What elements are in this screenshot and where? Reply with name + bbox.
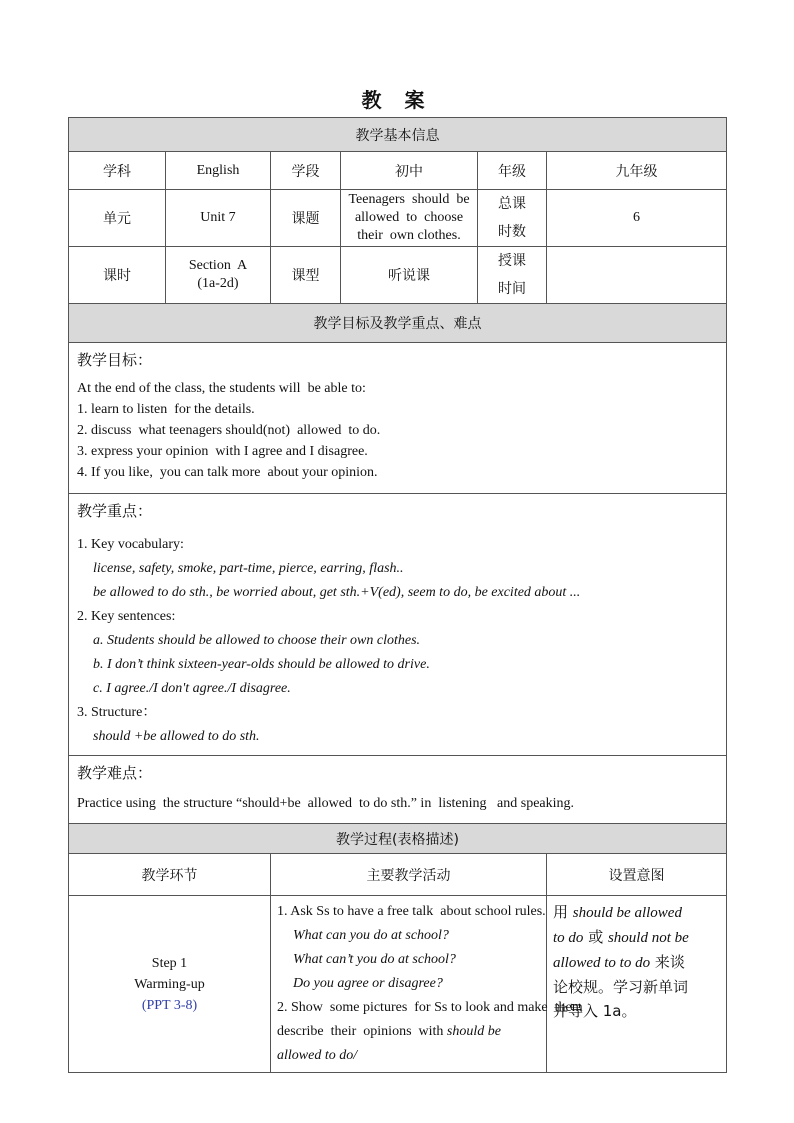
key-points xyxy=(69,494,727,756)
col-activity-header: 主要教学活动 xyxy=(271,854,547,896)
unit-value: Unit 7 xyxy=(166,190,271,247)
key-sentence-c: c. I agree./I don't agree./I disagree. xyxy=(93,681,291,696)
step-1-intent xyxy=(547,896,727,1073)
goals-header: 教学目标及教学重点、难点 xyxy=(69,304,727,343)
unit-label: 单元 xyxy=(69,190,166,247)
activity-line-4: Do you agree or disagree? xyxy=(293,976,443,991)
period-value xyxy=(166,247,271,304)
basic-info-header: 教学基本信息 xyxy=(69,118,727,152)
basic-row-3 xyxy=(69,247,727,304)
difficulty-heading: 教学难点： xyxy=(77,764,153,782)
grade-value: 九年级 xyxy=(547,152,727,190)
intent-part-9: 并导入 1a。 xyxy=(553,1002,637,1020)
activity-line-6-phrase: should be allowed to do/ xyxy=(277,1024,501,1063)
intent-part-2: should be allowed xyxy=(572,905,682,921)
topic-value: Teenagers should be allowed to choose their own clothes. xyxy=(341,190,478,247)
step-1-activities xyxy=(271,896,583,1073)
key-points-row xyxy=(69,494,727,756)
step-1-ppt: (PPT 3-8) xyxy=(141,997,198,1013)
intent-part-6: allowed to to do xyxy=(553,955,651,971)
intent-part-8: 论校规。学习新单词 xyxy=(553,978,689,996)
teaching-difficulty xyxy=(69,756,727,824)
stage-value: 初中 xyxy=(341,152,478,190)
period-value-line-1: Section A xyxy=(188,258,248,273)
col-intent-header: 设置意图 xyxy=(547,854,727,896)
document-title: 教 案 xyxy=(361,88,433,112)
process-step-1-row xyxy=(69,896,727,1073)
teaching-time-label-line-1: 授课 xyxy=(498,253,526,269)
difficulty-text: Practice using the structure “should+be allowed to do sth.” in listening and speaking. xyxy=(77,796,575,811)
goals-header-row xyxy=(69,304,727,343)
teaching-goals xyxy=(69,343,727,494)
period-label: 课时 xyxy=(69,247,166,304)
key-vocab-line-1: license, safety, smoke, part-time, pierce, earring, flash.. xyxy=(93,561,404,576)
key-vocab-label: 1. Key vocabulary: xyxy=(77,537,184,552)
key-sentence-a: a. Students should be allowed to choose their own clothes. xyxy=(93,633,421,648)
process-header-row xyxy=(69,824,727,854)
teaching-time-label-line-2: 时间 xyxy=(498,281,526,297)
intent-part-5: should not be xyxy=(607,930,689,946)
step-1-name: Warming-up xyxy=(134,976,205,992)
intent-part-7: 来谈 xyxy=(650,953,685,971)
goals-intro: At the end of the class, the students will be able to: xyxy=(77,381,366,396)
key-sentences-label: 2. Key sentences: xyxy=(77,609,176,624)
goal-item-1: 1. learn to listen for the details. xyxy=(77,402,255,417)
activity-line-3: What can’t you do at school? xyxy=(293,952,456,967)
col-step-header: 教学环节 xyxy=(69,854,271,896)
structure-value: should +be allowed to do sth. xyxy=(93,729,260,744)
key-sentence-b: b. I don’t think sixteen-year-olds should be allowed to drive. xyxy=(93,657,430,672)
goals-row xyxy=(69,343,727,494)
lesson-plan-table xyxy=(68,117,727,1073)
activity-line-6-text: describe their opinions with xyxy=(277,1024,447,1039)
basic-info-header-row xyxy=(69,118,727,152)
subject-label: 学科 xyxy=(69,152,166,190)
process-header: 教学过程(表格描述) xyxy=(69,824,727,854)
step-1-number: Step 1 xyxy=(151,955,188,971)
type-label: 课型 xyxy=(271,247,341,304)
goal-item-3: 3. express your opinion with I agree and I disagree. xyxy=(77,444,368,459)
activity-line-2: What can you do at school? xyxy=(293,928,449,943)
intent-part-1: 用 xyxy=(553,903,573,921)
type-value: 听说课 xyxy=(341,247,478,304)
intent-part-4: 或 xyxy=(583,928,608,946)
total-hours-label-line-1: 总课 xyxy=(498,196,526,212)
activity-line-5: 2. Show some pictures for Ss to look and make them xyxy=(277,1000,583,1015)
structure-label: 3. Structure： xyxy=(77,705,157,720)
activity-line-1: 1. Ask Ss to have a free talk about school rules. xyxy=(277,904,546,919)
teaching-time-label xyxy=(478,247,547,304)
total-hours-label xyxy=(478,190,547,247)
intent-part-3: to do xyxy=(553,930,584,946)
goal-item-2: 2. discuss what teenagers should(not) allowed to do. xyxy=(77,423,381,438)
basic-row-2 xyxy=(69,190,727,247)
period-value-line-2: (1a-2d) xyxy=(197,276,239,291)
key-points-heading: 教学重点： xyxy=(77,502,153,520)
topic-label: 课题 xyxy=(271,190,341,247)
total-hours-value: 6 xyxy=(547,190,727,247)
grade-label: 年级 xyxy=(478,152,547,190)
goals-heading: 教学目标： xyxy=(77,351,153,369)
stage-label: 学段 xyxy=(271,152,341,190)
step-1-cell xyxy=(69,896,271,1073)
teaching-time-value xyxy=(547,247,727,304)
difficulty-row xyxy=(69,756,727,824)
goal-item-4: 4. If you like, you can talk more about your opinion. xyxy=(77,465,378,480)
total-hours-label-line-2: 时数 xyxy=(498,224,526,240)
activity-line-6 xyxy=(277,1020,540,1068)
process-columns-row xyxy=(69,854,727,896)
basic-row-1 xyxy=(69,152,727,190)
key-vocab-line-2: be allowed to do sth., be worried about, get sth.+V(ed), seem to do, be excited about ... xyxy=(93,585,581,600)
subject-value: English xyxy=(166,152,271,190)
